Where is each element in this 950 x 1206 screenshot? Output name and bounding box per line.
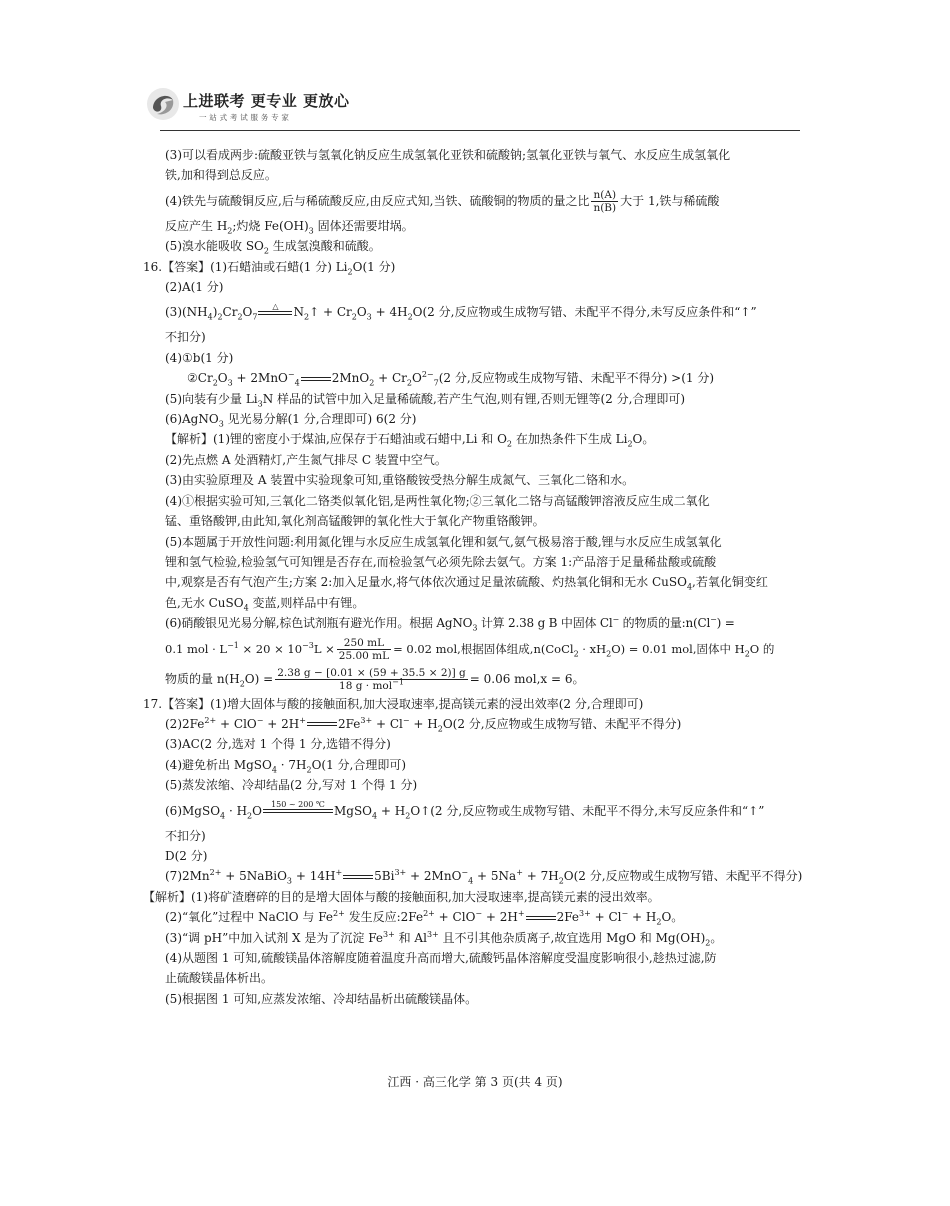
q15-3-line1: (3)可以看成两步:硫酸亚铁与氢氧化钠反应生成氢氧化亚铁和硫酸钠;氢氧化亚铁与氧气、水反应生成氢氧化 (165, 148, 731, 162)
answer-content (143, 145, 803, 1009)
q16-analysis-3: (3)由实验原理及 A 装置中实验现象可知,重铬酸铵受热分解生成氮气、三氧化二铬和水。 (165, 473, 635, 488)
q17-analysis-5: (5)根据图 1 可知,应蒸发浓缩、冷却结晶析出硫酸镁晶体。 (165, 991, 478, 1006)
q15-3-line2: 铁,加和得到总反应。 (165, 168, 277, 183)
q16-analysis-5b: 锂和氢气检验,检验氢气可知锂是否存在,而检验氢气必须先除去氨气。方案 1:产品溶于足量稀盐酸或硫酸 (165, 554, 717, 569)
header-divider (160, 130, 800, 131)
q16-answer-3: $(3)(NH_4)_2Cr_2O_7$ △ $N_2↑ + Cr_2O_3 + 4H_2O(2$ 分,反应物或生成物写错、未配平不得分,未写反应条件和“↑” (143, 297, 803, 327)
q16-answer-6: (6)AgNO$_3$ 见光易分解(1 分,合理即可) 6(2 分) (165, 412, 417, 429)
q17-analysis-1: 【解析】(1)将矿渣磨碎的目的是增大固体与酸的接触面积,加大浸取速率,提高镁元素的浸出效率。 (143, 889, 660, 904)
q16-analysis-5d: 色,无水 CuSO$_4$ 变蓝,则样品中有锂。 (165, 595, 365, 613)
q17-answer-6-line2: 不扣分) (165, 828, 206, 843)
q16-analysis-5c: 中,观察是否有气泡产生;方案 2:加入足量水,将气体依次通过足量浓硫酸、灼热氧化铜和无水 CuSO$_4$,若氧化铜变红 (165, 575, 768, 592)
reaction-equals (307, 722, 337, 726)
q16-analysis-6b: 0.1 mol · $L^{-1} \times 20 \times 10^{-3}L$ × $\frac{250 mL}{25.00 mL}$ = 0.02 mol,根据固体组成,n(CoCl$_2$ · $xH_2O) = 0.01$ mol,固体中 $H_2O$ 的 (165, 637, 775, 663)
page-footer: 江西 · 高三化学 第 3 页(共 4 页) (387, 1075, 563, 1089)
q17-answer-6: (6)MgSO$_4$ · $H_2O$ 150 ~ 200 ℃ MgSO$_4$ + $H_2O↑(2$ 分,反应物或生成物写错、未配平不得分,未写反应条件和“↑” (143, 796, 803, 826)
reaction-equals (301, 377, 331, 381)
logo-swirl-icon (145, 86, 181, 122)
q17-answer-2: $(2)2Fe^{2+} + ClO^- + 2H^+$ $2Fe^{3+} + Cl^- + H_2O(2$ 分,反应物或生成物写错、未配平不得分) (165, 715, 682, 734)
q16-analysis-4b: 锰、重铬酸钾,由此知,氧化剂高锰酸钾的氧化性大于氧化产物重铬酸钾。 (165, 514, 545, 529)
q15-4-line2: 反应产生 $H_2$;灼烧 $Fe(OH)_3$ 固体还需要坩埚。 (165, 218, 414, 236)
reaction-equals (343, 875, 373, 879)
q17-analysis-4b: 止硫酸镁晶体析出。 (165, 971, 274, 986)
q17-analysis-2: (2)“氧化”过程中 NaClO 与 $Fe^{2+}$ 发生反应$:2Fe^{2+} + ClO^- + 2H^+$ $2Fe^{3+} + Cl^- + H_2O$。 (165, 909, 684, 927)
q16-analysis-1: 【解析】(1)锂的密度小于煤油,应保存于石蜡油或石蜡中,Li 和 $O_2$ 在加热条件下生成 $Li_2O$。 (165, 432, 655, 449)
q16-analysis-6a: (6)硝酸银见光易分解,棕色试剂瓶有避光作用。根据 AgNO$_3$ 计算 2.38 g B 中固体 Cl− 的物质的量:n(Cl−) = (165, 615, 735, 633)
q16-analysis-4a: (4)①根据实验可知,三氧化二铬类似氧化铝,是两性氧化物;②三氧化二铬与高锰酸钾溶液反应生成二氧化 (165, 493, 710, 508)
q15-5: (5)溴水能吸收 $SO_2$ 生成氢溴酸和硫酸。 (165, 239, 381, 256)
q16-analysis-2: (2)先点燃 A 处酒精灯,产生氮气排尽 C 装置中空气。 (165, 452, 447, 467)
header-slogan: 上进联考 更专业 更放心 (183, 92, 350, 110)
reaction-arrow-temp: 150 ~ 200 ℃ (263, 800, 333, 822)
q17-analysis-4a: (4)从题图 1 可知,硫酸镁晶体溶解度随着温度升高而增大,硫酸钙晶体溶解度受温度影响很小,趁热过滤,防 (165, 951, 717, 965)
q17-answer-1: 17.【答案】(1)增大固体与酸的接触面积,加大浸取速率,提高镁元素的浸出效率(2 分,合理即可) (143, 696, 644, 711)
q17-answer-5: (5)蒸发浓缩、冷却结晶(2 分,写对 1 个得 1 分) (165, 778, 418, 793)
header-tagline: 一站式考试服务专家 (199, 113, 292, 122)
q17-answer-4: (4)避免析出 MgSO$_4$ · $7H_2O(1$ 分,合理即可) (165, 757, 407, 775)
reaction-equals (526, 916, 556, 920)
ratio-fraction: $\frac{n(A)}{n(B)}$ (593, 188, 617, 214)
q16-answer-3-line2: 不扣分) (165, 330, 206, 345)
q16-answer-1: 16.【答案】(1)石蜡油或石蜡(1 分) $Li_2O(1$ 分) (143, 259, 396, 277)
moles-fraction: $\frac{2.38 g - [0.01 \times (59 + 35.5 \times 2)] g}{18 g \cdot mol^{-1}}$ (277, 666, 466, 692)
q16-answer-2: (2)A(1 分) (165, 280, 224, 295)
q16-answer-5: (5)向装有少量 $Li_3N$ 样品的试管中加入足量稀硫酸,若产生气泡,则有锂,否则无锂等(2 分,合理即可) (165, 391, 686, 409)
reaction-arrow-heat: △ (258, 302, 292, 324)
q16-analysis-5a: (5)本题属于开放性问题:利用氮化锂与水反应生成氢氧化锂和氨气,氨气极易溶于酸,锂与水反应生成氢氧化 (165, 534, 722, 549)
q15-4-line1: (4)铁先与硫酸铜反应,后与稀硫酸反应,由反应式知,当铁、硫酸铜的物质的量之比 $\frac{n(A)}{n(B)}$ 大于 1,铁与稀硫酸 (165, 188, 720, 214)
q16-analysis-6c: 物质的量 $n(H_2O)$ = $\frac{2.38 g - [0.01 \times (59 + 35.5 \times 2)] g}{18 g \cdot mol^{-1}}$ = 0.06 mol,x = 6。 (165, 666, 585, 692)
q16-answer-4-1: (4)①b(1 分) (165, 350, 234, 365)
q17-answer-3: (3)AC(2 分,选对 1 个得 1 分,选错不得分) (165, 737, 391, 752)
q17-analysis-3: (3)“调 pH”中加入试剂 X 是为了沉淀 $Fe^{3+}$ 和 $Al^{3+}$ 且不引其他杂质离子,故宜选用 MgO 和 $Mg(OH)_2$。 (165, 929, 723, 947)
q17-answer-7: $(7)2Mn^{2+}$ + 5NaBiO$_3$ + 14H+ $5Bi^{3+} + 2MnO^-_4 + 5Na^+ + 7H_2O(2$ 分,反应物或生成物写错、未配平不得分) (165, 868, 803, 886)
volume-fraction: $\frac{250 mL}{25.00 mL}$ (338, 637, 390, 663)
q17-answer-6-line3: D(2 分) (165, 848, 208, 863)
q16-answer-4-2: $②Cr_2O_3 + 2MnO^-_4$ $2MnO_2 + Cr_2O^{2-}_7(2$ 分,反应物或生成物写错、未配平不得分) >(1 分) (187, 370, 715, 388)
header-logo (145, 84, 385, 128)
